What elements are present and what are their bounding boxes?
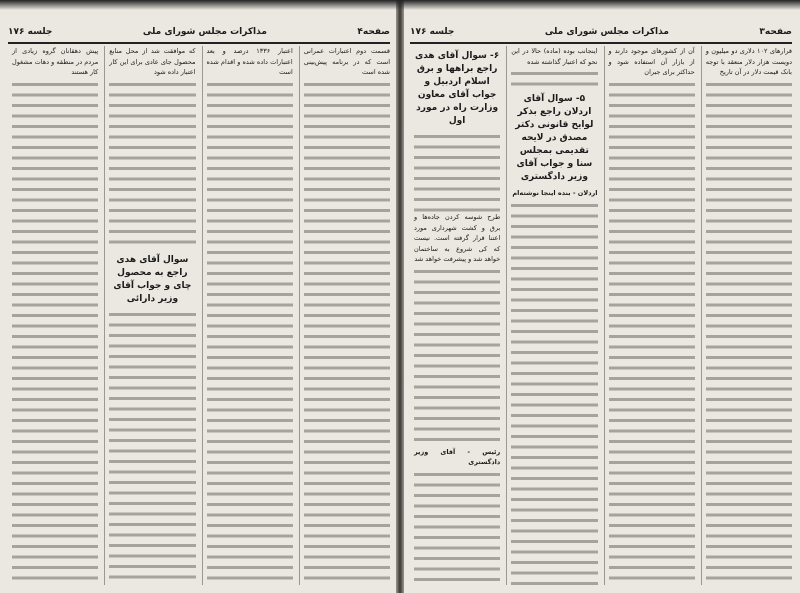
page-number: صفحه۴ xyxy=(357,27,390,37)
column-text: قسمت دوم اعتبارات عمرانی است که در برنامه پیش‌بینی شده است xyxy=(303,47,390,76)
text-lines xyxy=(12,80,98,586)
text-column xyxy=(8,46,98,585)
text-lines xyxy=(511,69,597,89)
text-column xyxy=(506,46,597,585)
text-column xyxy=(604,46,695,585)
text-lines xyxy=(414,267,500,447)
text-lines xyxy=(609,80,695,586)
text-column xyxy=(104,46,195,585)
column-text: آن از کشورهای موجود دارند و از بازار آن استفاده شود و حداکثر برای جبران xyxy=(608,47,695,76)
session-number: جلسه ۱۷۶ xyxy=(8,27,53,37)
text-lines xyxy=(109,80,195,250)
page-number: صفحه۳ xyxy=(759,27,792,37)
text-lines xyxy=(207,80,293,586)
text-lines xyxy=(414,132,500,212)
text-lines xyxy=(304,80,390,586)
section-heading: ۵- سوال آقای اردلان راجع بذکر لوایح قانونی دکتر مصدق در لایحه تقدیمی بمجلس سنا و جواب آقای وزیر دادگستری xyxy=(515,94,594,182)
left-page-header xyxy=(8,24,390,44)
right-page-header xyxy=(410,24,792,44)
text-column xyxy=(701,46,792,585)
session-number: جلسه ۱۷۶ xyxy=(410,27,455,37)
text-column xyxy=(410,46,500,585)
book-gutter xyxy=(396,0,404,593)
column-text: اعتبار ۱۳۳۶ درصد و بعد اعتبارات داده شده و اقدام شده است xyxy=(206,47,293,76)
column-text: اینجانب بوده (ماده) حالا در این نحو که اعتبار گذاشته شده xyxy=(511,47,598,66)
text-lines xyxy=(511,201,597,586)
right-page xyxy=(402,0,800,593)
text-column xyxy=(202,46,293,585)
column-text: که موافقت شد از محل منابع محصول جای عادی برای این کار اعتبار داده شود xyxy=(109,47,196,76)
text-lines xyxy=(109,310,195,586)
section-heading: سوال آقای هدی راجع به محصول چای و جواب آقای وزیر دارائی xyxy=(113,254,192,304)
text-column xyxy=(299,46,390,585)
column-text: قرارهای ۱۰۲ دلاری دو میلیون و دویست هزار دلار منعقد با توجه بانک قیمت دلار در آن تاریخ xyxy=(705,47,793,76)
left-page xyxy=(0,0,398,593)
section-heading: ۶- سوال آقای هدی راجع براهها و برق اسلام اردبیل و جواب آقای معاون وزارت راه در مورد اول xyxy=(414,51,500,126)
publication-title: مذاکرات مجلس شورای ملی xyxy=(544,27,669,37)
scan-shadow xyxy=(0,0,800,10)
column-text: پیش دهقانان گروه زیادی از مردم در منطقه و دهات مشغول کار هستند xyxy=(12,47,99,76)
text-lines xyxy=(706,80,792,586)
publication-title: مذاکرات مجلس شورای ملی xyxy=(142,27,267,37)
text-lines xyxy=(414,470,500,586)
speaker-label: رئیس - آقای وزیر دادگستری xyxy=(414,447,501,466)
column-text: طرح شوسه کردن جاده‌ها و برق و کشت شهرداری مورد اعتنا قرار گرفته است. نیست که کی شروع به ساختمان خواهد شد و پیشرفت خواهد شد xyxy=(414,213,501,263)
speaker-label: اردلان - بنده اینجا نوشته‌ام xyxy=(512,189,598,197)
